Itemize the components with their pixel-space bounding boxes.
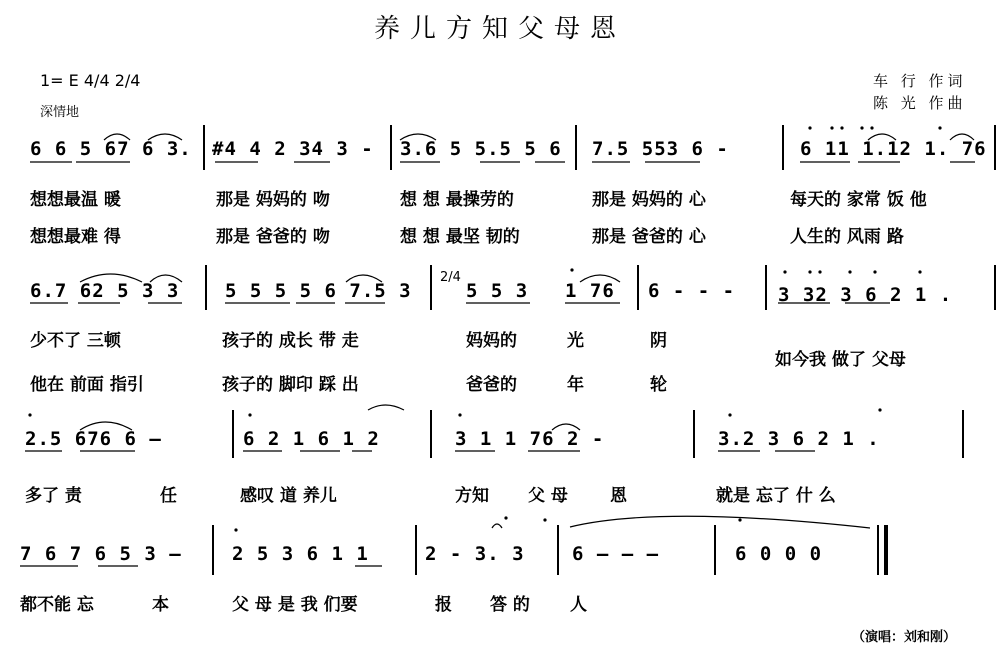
barline <box>557 525 559 575</box>
lyric-line: 光 <box>567 331 584 351</box>
lyric-line: 孩子的 成长 带 走 <box>222 331 359 351</box>
note-segment: 2 - 3. 3 <box>425 543 525 565</box>
barline <box>212 525 214 575</box>
barline <box>390 125 392 170</box>
lyric-line: 方知 <box>455 486 489 506</box>
note-segment: 6 6 5 67 6 3. <box>30 138 192 160</box>
lyric-line: 想想最难 得 <box>30 227 121 247</box>
lyric-line: 都不能 忘 <box>20 595 94 615</box>
barline <box>430 265 432 310</box>
lyric-line: 妈妈的 <box>466 331 517 351</box>
lyric-line: 少不了 三顿 <box>30 331 121 351</box>
barline <box>203 125 205 170</box>
lyric-line: 那是 爸爸的 吻 <box>216 227 330 247</box>
lyric-line: 恩 <box>610 486 627 506</box>
barline <box>877 525 879 575</box>
note-segment: 3 32 3 6 2 1 . <box>778 284 953 306</box>
note-segment: 2 5 3 6 1 1 <box>232 543 369 565</box>
lyric-line: 多了 责 <box>25 486 82 506</box>
barline <box>714 525 716 575</box>
lyric-line: 孩子的 脚印 踩 出 <box>222 375 359 395</box>
lyric-line: 那是 爸爸的 心 <box>592 227 706 247</box>
lyric-line: 他在 前面 指引 <box>30 375 144 395</box>
lyric-line: 父 母 是 我 们要 <box>232 595 358 615</box>
barline <box>415 525 417 575</box>
singer-credit: （演唱：刘和刚） <box>852 630 957 645</box>
lyric-line: 想 想 最操劳的 <box>400 190 514 210</box>
barline <box>962 410 964 458</box>
composer-credit: 陈 光 作曲 <box>873 94 967 112</box>
barline <box>232 410 234 458</box>
note-segment: 6.7 62 5 3 3 <box>30 280 180 302</box>
lyric-line: 本 <box>152 595 169 615</box>
lyric-line: 人生的 风雨 路 <box>790 227 904 247</box>
note-segment: 6 — — — <box>572 543 660 565</box>
note-segment: #4 4 2 34 3 - <box>212 138 374 160</box>
lyric-line: 父 母 <box>528 486 568 506</box>
lyric-line: 爸爸的 <box>466 375 517 395</box>
note-segment: 6 - - - <box>648 280 736 302</box>
lyric-line: 轮 <box>650 375 667 395</box>
lyric-line: 想 想 最坚 韧的 <box>400 227 520 247</box>
note-segment: 3.2 3 6 2 1 . <box>718 428 880 450</box>
lyric-line: 想想最温 暖 <box>30 190 121 210</box>
final-barline <box>884 525 888 575</box>
time-signature-change: 2/4 <box>440 270 461 285</box>
lyricist-credit: 车 行 作词 <box>873 72 967 90</box>
note-segment: 2.5 676 6 — <box>25 428 162 450</box>
note-segment: 7 6 7 6 5 3 — <box>20 543 182 565</box>
barline <box>994 125 996 170</box>
note-segment: 6 0 0 0 <box>735 543 823 565</box>
note-segment: 3.6 5 5.5 5 6 <box>400 138 562 160</box>
barline <box>693 410 695 458</box>
lyric-line: 年 <box>567 375 584 395</box>
lyric-line: 感叹 道 养儿 <box>240 486 337 506</box>
expression-mark: 深情地 <box>40 105 80 120</box>
note-segment: 7.5 553 6 - <box>592 138 729 160</box>
lyric-line: 人 <box>570 595 587 615</box>
lyric-line: 阴 <box>650 331 667 351</box>
lyric-line: 那是 妈妈的 吻 <box>216 190 330 210</box>
barline <box>637 265 639 310</box>
barline <box>430 410 432 458</box>
lyric-line: 每天的 家常 饭 他 <box>790 190 927 210</box>
barline <box>575 125 577 170</box>
lyric-line: 如今我 做了 父母 <box>775 350 906 370</box>
barline <box>994 265 996 310</box>
key-signature: 1= E 4/4 2/4 <box>40 71 141 90</box>
lyric-line: 那是 妈妈的 心 <box>592 190 706 210</box>
barline <box>782 125 784 170</box>
note-segment: 5 5 3 <box>466 280 529 302</box>
note-segment: 1 76 <box>565 280 615 302</box>
lyric-line: 报 <box>435 595 452 615</box>
lyric-line: 任 <box>160 486 177 506</box>
barline <box>205 265 207 310</box>
note-segment: 3 1 1 76 2 - <box>455 428 605 450</box>
lyric-line: 答 的 <box>490 595 530 615</box>
score-title: 养儿方知父母恩 <box>373 14 626 44</box>
barline <box>765 265 767 310</box>
note-segment: 6 11 1.12 1. 76 <box>800 138 987 160</box>
note-segment: 6 2 1 6 1 2 <box>243 428 380 450</box>
lyric-line: 就是 忘了 什 么 <box>716 486 836 506</box>
note-segment: 5 5 5 5 6 7.5 3 <box>225 280 412 302</box>
